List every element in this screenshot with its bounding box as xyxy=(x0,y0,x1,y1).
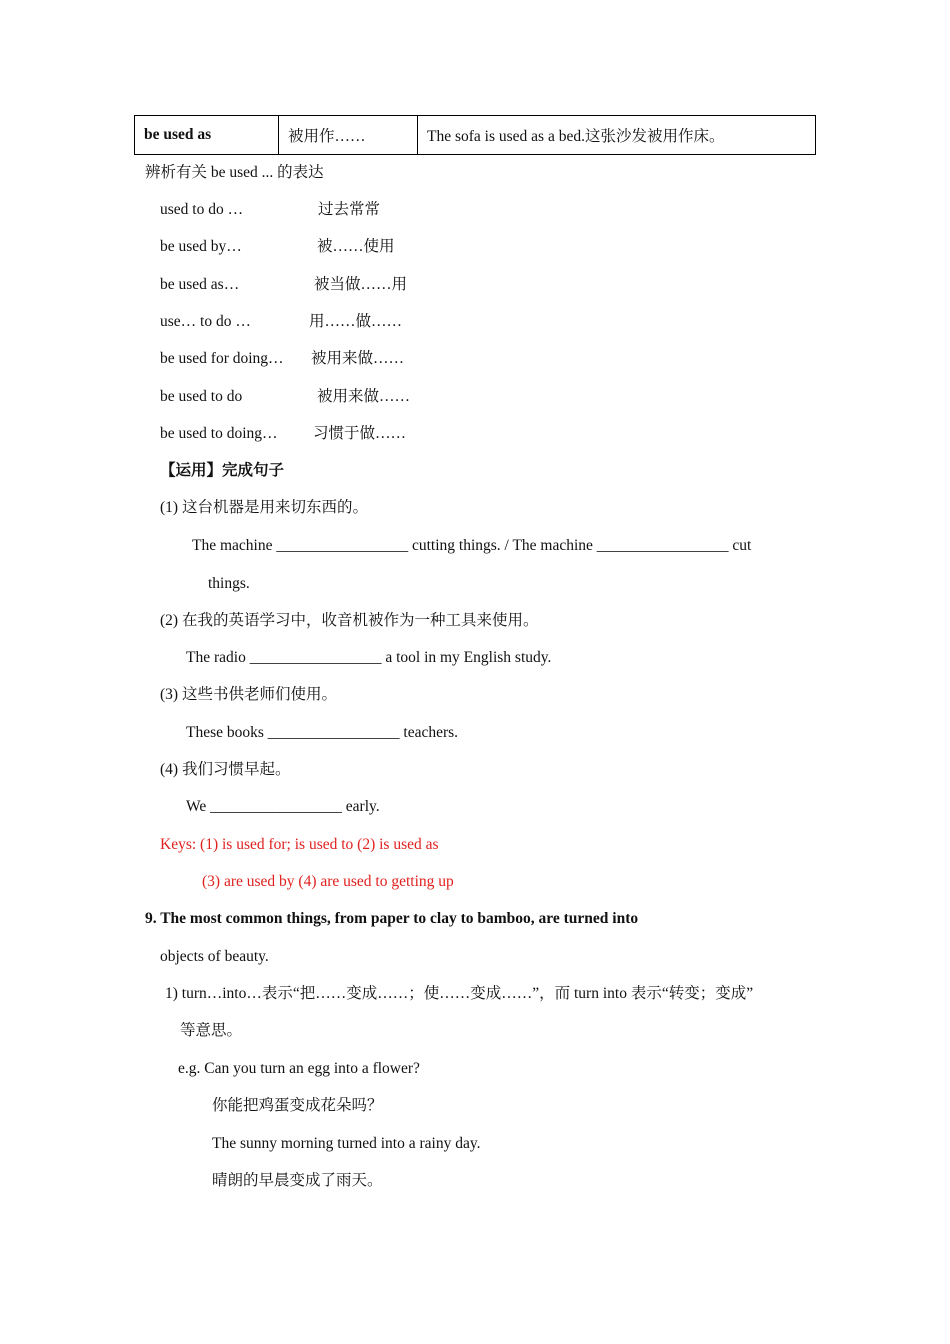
phrase-zh: 被用来做…… xyxy=(317,388,411,405)
example-sentence: e.g. Can you turn an egg into a flower? xyxy=(178,1060,420,1077)
exercise-prompt: (1) 这台机器是用来切东西的。 xyxy=(160,499,368,516)
phrase-en: used to do … xyxy=(160,201,244,218)
phrase-zh: 被……使用 xyxy=(317,238,395,255)
phrase-en: use… to do … xyxy=(160,313,251,330)
phrase-en: be used by… xyxy=(160,238,242,255)
phrase-zh: 习惯于做…… xyxy=(313,425,407,442)
example-translation: 晴朗的早晨变成了雨天。 xyxy=(212,1172,383,1189)
example-translation: 你能把鸡蛋变成花朵吗？ xyxy=(212,1097,383,1114)
phrase-en: be used as… xyxy=(160,276,240,293)
exercise-line: These books _________________ teachers. xyxy=(186,724,459,741)
exercise-prompt: (4) 我们习惯早起。 xyxy=(160,761,291,778)
answer-keys: Keys: (1) is used for; is used to (2) is used as xyxy=(160,836,439,853)
answer-keys: (3) are used by (4) are used to getting up xyxy=(202,873,454,890)
exercise-prompt: (3) 这些书供老师们使用。 xyxy=(160,686,337,703)
exercise-line: The radio _________________ a tool in my English study. xyxy=(186,649,552,666)
exercise-line: We _________________ early. xyxy=(186,798,380,815)
section-title: 9. The most common things, from paper to clay to bamboo, are turned into xyxy=(145,910,639,927)
table-cell-phrase: be used as xyxy=(135,116,279,155)
intro-text: 辨析有关 be used ... 的表达 xyxy=(145,164,324,181)
phrase-en: be used to do xyxy=(160,388,243,405)
section-title-cont: objects of beauty. xyxy=(160,948,269,965)
phrase-zh: 被用来做…… xyxy=(311,350,405,367)
phrase-zh: 过去常常 xyxy=(318,201,381,218)
phrase-zh: 被当做……用 xyxy=(314,276,408,293)
table-row xyxy=(135,116,816,155)
phrase-en: be used to doing… xyxy=(160,425,278,442)
usage-note: 1) turn…into…表示“把……变成……；使……变成……”，而 turn into 表示“转变；变成” xyxy=(165,985,754,1002)
phrase-en: be used for doing… xyxy=(160,350,284,367)
definition-table xyxy=(134,115,816,155)
exercise-line: The machine _________________ cutting things. / The machine _________________ cut xyxy=(192,537,752,554)
table-cell-meaning: 被用作…… xyxy=(279,116,418,155)
practice-heading: 【运用】完成句子 xyxy=(160,462,285,479)
exercise-line: things. xyxy=(208,575,250,592)
table-cell-example: The sofa is used as a bed.这张沙发被用作床。 xyxy=(418,116,816,155)
usage-note-cont: 等意思。 xyxy=(180,1022,243,1039)
example-sentence: The sunny morning turned into a rainy day. xyxy=(212,1135,481,1152)
exercise-prompt: (2) 在我的英语学习中，收音机被作为一种工具来使用。 xyxy=(160,612,539,629)
phrase-zh: 用……做…… xyxy=(309,313,403,330)
